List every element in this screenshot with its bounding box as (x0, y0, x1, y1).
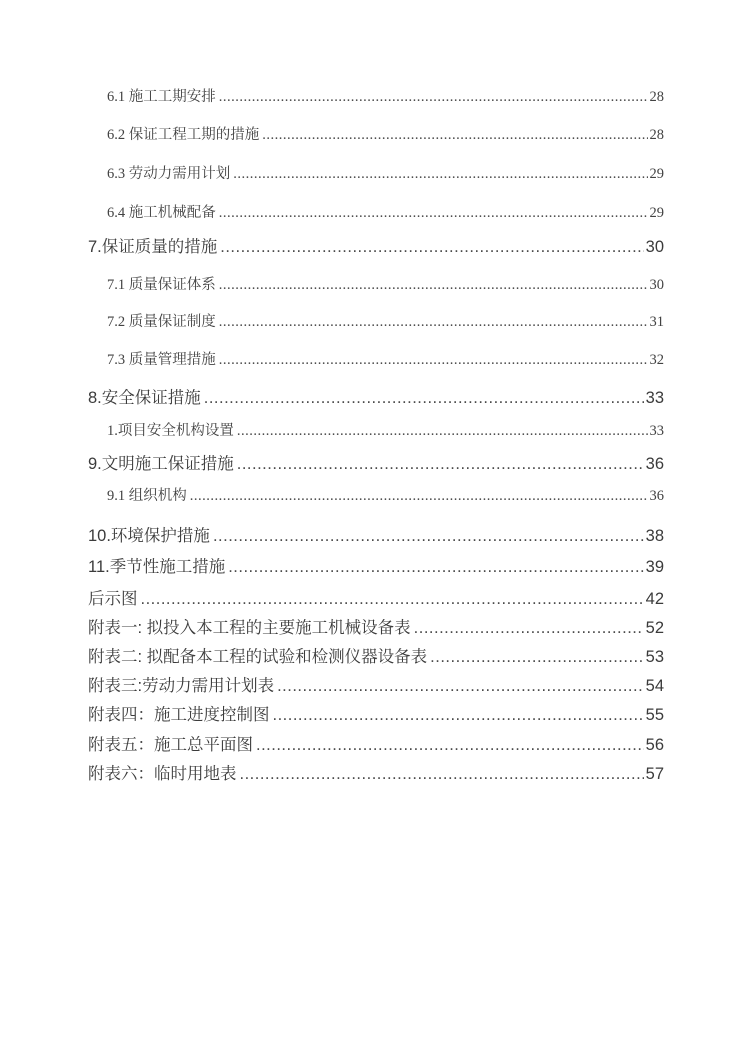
toc-entry-title: 9.1 组织机构 (107, 488, 187, 504)
toc-entry-6-3[interactable] (107, 166, 664, 183)
toc-leader-dots (233, 166, 647, 183)
toc-entry-title: 7.3 质量管理措施 (107, 352, 216, 368)
toc-leader-dots (414, 619, 644, 638)
toc-entry-7-1[interactable] (107, 277, 664, 294)
toc-entry-page: 57 (645, 765, 664, 783)
toc-entry-title: 后示图 (88, 590, 138, 608)
toc-entry-10[interactable] (88, 527, 664, 546)
toc-leader-dots (220, 238, 643, 257)
toc-leader-dots (277, 677, 644, 696)
toc-leader-dots (219, 277, 648, 294)
toc-entry-page: 42 (645, 590, 664, 608)
toc-leader-dots (219, 205, 648, 222)
toc-entry-title: 11.季节性施工措施 (88, 558, 226, 576)
toc-entry-title: 附表三:劳动力需用计划表 (88, 677, 275, 695)
toc-entry-11[interactable] (88, 558, 664, 577)
toc-entry-6-2[interactable] (107, 127, 664, 144)
toc-entry-page: 56 (645, 736, 664, 754)
toc-entry-appendix-6[interactable] (88, 765, 664, 784)
toc-leader-dots (237, 423, 648, 440)
toc-entry-title: 6.4 施工机械配备 (107, 205, 216, 221)
toc-entry-7-2[interactable] (107, 314, 664, 331)
toc-entry-7-3[interactable] (107, 352, 664, 369)
toc-entry-page: 30 (649, 277, 664, 293)
toc-leader-dots (219, 352, 648, 369)
toc-entry-appendix-5[interactable] (88, 736, 664, 755)
toc-entry-rear-diagram[interactable] (88, 590, 664, 609)
toc-entry-page: 38 (645, 527, 664, 545)
toc-entry-page: 36 (649, 488, 664, 504)
toc-leader-dots (228, 558, 643, 577)
toc-entry-title: 附表一: 拟投入本工程的主要施工机械设备表 (88, 619, 411, 637)
toc-leader-dots (237, 455, 644, 474)
toc-entry-title: 7.1 质量保证体系 (107, 277, 216, 293)
toc-entry-safety-org[interactable] (107, 423, 664, 440)
toc-entry-title: 附表二: 拟配备本工程的试验和检测仪器设备表 (88, 648, 428, 666)
toc-leader-dots (219, 89, 648, 106)
toc-entry-page: 39 (645, 558, 664, 576)
toc-entry-title: 6.1 施工工期安排 (107, 89, 216, 105)
toc-entry-title: 附表四：施工进度控制图 (88, 706, 270, 724)
toc-entry-9[interactable] (88, 455, 664, 474)
toc-leader-dots (273, 706, 644, 725)
toc-entry-7[interactable] (88, 238, 664, 257)
toc-leader-dots (240, 765, 644, 784)
toc-entry-appendix-4[interactable] (88, 706, 664, 725)
toc-entry-9-1[interactable] (107, 488, 664, 505)
toc-leader-dots (430, 648, 643, 667)
toc-entry-title: 10.环境保护措施 (88, 527, 210, 545)
toc-entry-8[interactable] (88, 389, 664, 408)
toc-entry-page: 36 (645, 455, 664, 473)
toc-entry-title: 8.安全保证措施 (88, 389, 201, 407)
toc-entry-title: 6.3 劳动力需用计划 (107, 166, 231, 182)
toc-entry-page: 52 (645, 619, 664, 637)
toc-leader-dots (262, 127, 647, 144)
toc-leader-dots (219, 314, 648, 331)
toc-entry-page: 31 (649, 314, 664, 330)
toc-entry-page: 53 (645, 648, 664, 666)
toc-entry-page: 29 (649, 205, 664, 221)
toc-entry-page: 55 (645, 706, 664, 724)
toc-entry-title: 附表五：施工总平面图 (88, 736, 253, 754)
toc-entry-6-1[interactable] (107, 89, 664, 106)
toc-leader-dots (190, 488, 648, 505)
toc-entry-appendix-2[interactable] (88, 648, 664, 667)
toc-entry-page: 54 (645, 677, 664, 695)
toc-leader-dots (141, 590, 644, 609)
toc-entry-appendix-3[interactable] (88, 677, 664, 696)
toc-leader-dots (213, 527, 644, 546)
toc-entry-appendix-1[interactable] (88, 619, 664, 638)
toc-entry-page: 32 (649, 352, 664, 368)
toc-leader-dots (204, 389, 644, 408)
toc-entry-title: 附表六：临时用地表 (88, 765, 237, 783)
toc-leader-dots (256, 736, 644, 755)
toc-entry-title: 7.保证质量的措施 (88, 238, 218, 256)
toc-entry-page: 28 (649, 127, 664, 143)
toc-entry-page: 33 (645, 389, 664, 407)
toc-entry-title: 7.2 质量保证制度 (107, 314, 216, 330)
toc-entry-page: 30 (645, 238, 664, 256)
toc-entry-title: 6.2 保证工程工期的措施 (107, 127, 260, 143)
toc-entry-title: 9.文明施工保证措施 (88, 455, 234, 473)
toc-entry-title: 1.项目安全机构设置 (107, 423, 234, 439)
toc-entry-6-4[interactable] (107, 205, 664, 222)
toc-entry-page: 28 (649, 89, 664, 105)
toc-entry-page: 29 (649, 166, 664, 182)
toc-entry-page: 33 (649, 423, 664, 439)
